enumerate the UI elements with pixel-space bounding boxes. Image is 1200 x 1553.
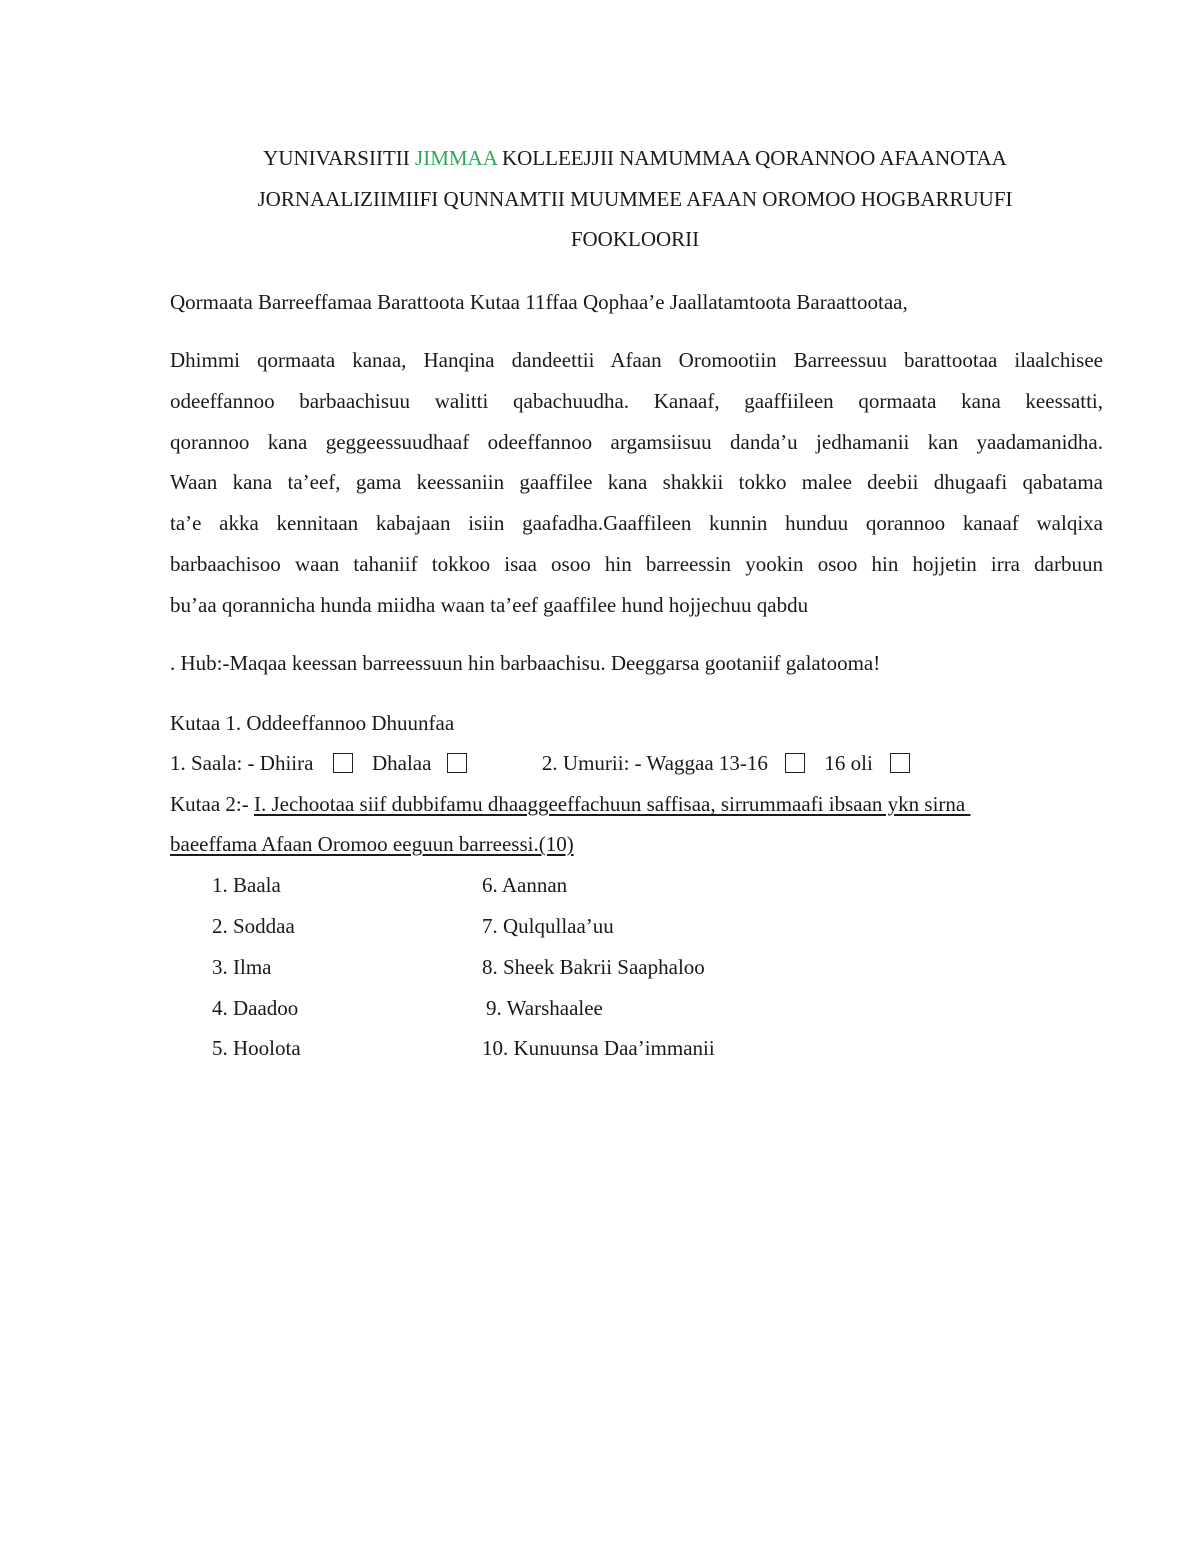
word-item: 6. Aannan xyxy=(482,873,568,897)
q1-option-2-label: Dhalaa xyxy=(371,751,432,775)
section-2-instruction xyxy=(170,791,970,818)
intro-line: barbaachisoo waan tahaniif tokkoo isaa osoo hin barreessin yookin osoo hin hojjetin irra darbuun xyxy=(170,551,1103,576)
word-item: 5. Hoolota xyxy=(212,1036,301,1060)
word-item: 8. Sheek Bakrii Saaphaloo xyxy=(482,955,705,979)
document-heading xyxy=(160,138,1110,260)
question-row xyxy=(170,750,910,777)
note-line: . Hub:-Maqaa keessan barreessuun hin barbaachisu. Deeggarsa gootaniif galatooma! xyxy=(170,651,881,675)
checkbox-13-16[interactable] xyxy=(785,753,805,773)
heading-line-3: FOOKLOORII xyxy=(570,227,700,251)
intro-line: qorannoo kana geggeessuudhaaf odeeffannoo argamsiisuu danda’u jedhamanii kan yaadamanidha. xyxy=(170,429,1103,454)
q1-label: 1. Saala: - Dhiira xyxy=(170,751,314,775)
word-item: 9. Warshaalee xyxy=(486,996,603,1020)
word-item: 1. Baala xyxy=(212,873,281,897)
intro-paragraph xyxy=(170,340,1103,626)
section-2-instruction-line-2: baeeffama Afaan Oromoo eeguun barreessi.(10) xyxy=(170,832,574,856)
q2-label: 2. Umurii: - Waggaa 13-16 xyxy=(541,751,768,775)
intro-line: ta’e akka kennitaan kabajaan isiin gaafadha.Gaaffileen kunnin hunduu qorannoo kanaaf walqixa xyxy=(170,511,1103,536)
word-item: 2. Soddaa xyxy=(212,914,295,938)
section-1-title: Kutaa 1. Oddeeffannoo Dhuunfaa xyxy=(170,711,455,735)
intro-line: odeeffannoo barbaachisuu walitti qabachuudha. Kanaaf, gaaffiileen qormaata kana keessatti, xyxy=(170,388,1103,413)
word-item: 4. Daadoo xyxy=(212,996,299,1020)
word-item: 10. Kunuunsa Daa’immanii xyxy=(482,1036,715,1060)
section-2-instruction-line-1: I. Jechootaa siif dubbifamu dhaaggeeffachuun saffisaa, sirrummaafi ibsaan ykn sirna xyxy=(253,792,971,816)
heading-line-1 xyxy=(160,138,1110,179)
intro-line: Dhimmi qormaata kanaa, Hanqina dandeettii Afaan Oromootiin Barreessuu barattootaa ilaalchisee xyxy=(170,348,1103,372)
university-name-highlight: JIMMAA xyxy=(415,146,497,170)
checkbox-16-oli[interactable] xyxy=(890,753,910,773)
word-item: 3. Ilma xyxy=(212,955,272,979)
checkbox-dhalaa[interactable] xyxy=(447,753,467,773)
heading-line-2: JORNAALIZIIMIIFI QUNNAMTII MUUMMEE AFAAN OROMOO HOGBARRUUFI xyxy=(257,186,1013,211)
section-2-prefix: Kutaa 2:- xyxy=(170,792,254,816)
q2-option-2-label: 16 oli xyxy=(824,751,873,775)
intro-line: Waan kana ta’eef, gama keessaniin gaaffilee kana shakkii tokko malee deebii dhugaafi qabatama xyxy=(170,470,1103,495)
heading-line-1-pre: YUNIVARSIITII xyxy=(263,146,416,170)
word-item: 7. Qulqullaa’uu xyxy=(482,914,614,938)
checkbox-dhiira[interactable] xyxy=(333,753,353,773)
heading-line-1-post: KOLLEEJJII NAMUMMAA QORANNOO AFAANOTAA xyxy=(496,146,1007,170)
exam-title: Qormaata Barreeffamaa Barattoota Kutaa 11ffaa Qophaa’e Jaallatamtoota Baraattootaa, xyxy=(170,290,908,314)
intro-line: bu’aa qorannicha hunda miidha waan ta’eef gaaffilee hund hojjechuu qabdu xyxy=(170,592,809,617)
section-2-instruction-cont xyxy=(170,831,574,858)
